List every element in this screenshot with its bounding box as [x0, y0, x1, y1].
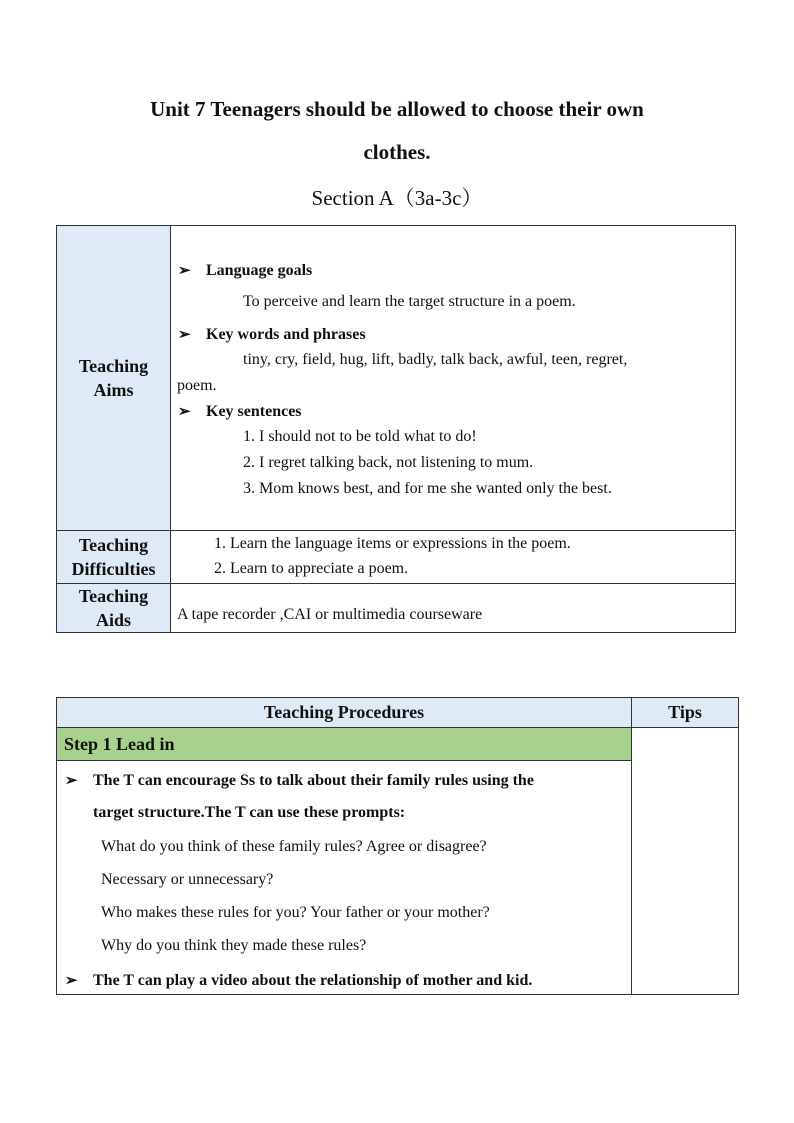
section-subtitle: Section A（3a-3c）: [311, 186, 483, 210]
doc-title-line-2: clothes.: [363, 140, 431, 164]
arrow-bullet-icon: ➢: [65, 973, 78, 989]
difficulty-1: 1. Learn the language items or expressions in the poem.: [214, 535, 571, 552]
bullet-1-line-1: ➢ The T can encourage Ss to talk about their family rules using the: [65, 772, 534, 789]
key-words-text-2: poem.: [177, 377, 217, 394]
arrow-bullet-icon: ➢: [178, 404, 191, 420]
teaching-aids-content: [171, 584, 736, 633]
teaching-aims-label: Teaching Aims: [57, 226, 171, 531]
arrow-bullet-icon: ➢: [178, 263, 191, 279]
teaching-difficulties-content: [171, 531, 736, 584]
plan-table: [56, 225, 736, 633]
key-sentence-2: 2. I regret talking back, not listening to mum.: [243, 454, 534, 471]
language-goals-text: To perceive and learn the target structure in a poem.: [243, 293, 576, 310]
arrow-bullet-icon: ➢: [178, 327, 191, 343]
bullet-2: ➢ The T can play a video about the relationship of mother and kid.: [65, 972, 533, 989]
aids-text: A tape recorder ,CAI or multimedia courseware: [177, 606, 483, 623]
teaching-aids-label: Teaching Aids: [57, 584, 171, 633]
prompt-3: Who makes these rules for you? Your father or your mother?: [101, 904, 490, 921]
tips-cell: [632, 728, 739, 995]
language-goals-heading: ➢ Language goals: [178, 262, 313, 279]
bullet-1-line-2: target structure.The T can use these prompts:: [93, 804, 406, 821]
teaching-aims-content: [171, 226, 736, 531]
difficulty-2: 2. Learn to appreciate a poem.: [214, 560, 409, 577]
key-sentence-1: 1. I should not to be told what to do!: [243, 428, 477, 445]
prompt-2: Necessary or unnecessary?: [101, 871, 274, 888]
teaching-difficulties-label: Teaching Difficulties: [57, 531, 171, 584]
key-words-heading: ➢ Key words and phrases: [178, 326, 366, 343]
procedures-table: [56, 697, 739, 995]
doc-title-line-1: Unit 7 Teenagers should be allowed to choose their own: [150, 97, 644, 121]
step-1-content: [57, 761, 632, 995]
prompt-1: What do you think of these family rules? Agree or disagree?: [101, 838, 487, 855]
step-1-heading: Step 1 Lead in: [57, 728, 632, 761]
teaching-procedures-header: Teaching Procedures: [57, 698, 632, 728]
key-sentences-heading: ➢ Key sentences: [178, 403, 302, 420]
arrow-bullet-icon: ➢: [65, 773, 78, 789]
tips-header: Tips: [632, 698, 739, 728]
prompt-4: Why do you think they made these rules?: [101, 937, 367, 954]
key-words-text-1: tiny, cry, field, hug, lift, badly, talk back, awful, teen, regret,: [243, 351, 628, 368]
key-sentence-3: 3. Mom knows best, and for me she wanted only the best.: [243, 480, 612, 497]
